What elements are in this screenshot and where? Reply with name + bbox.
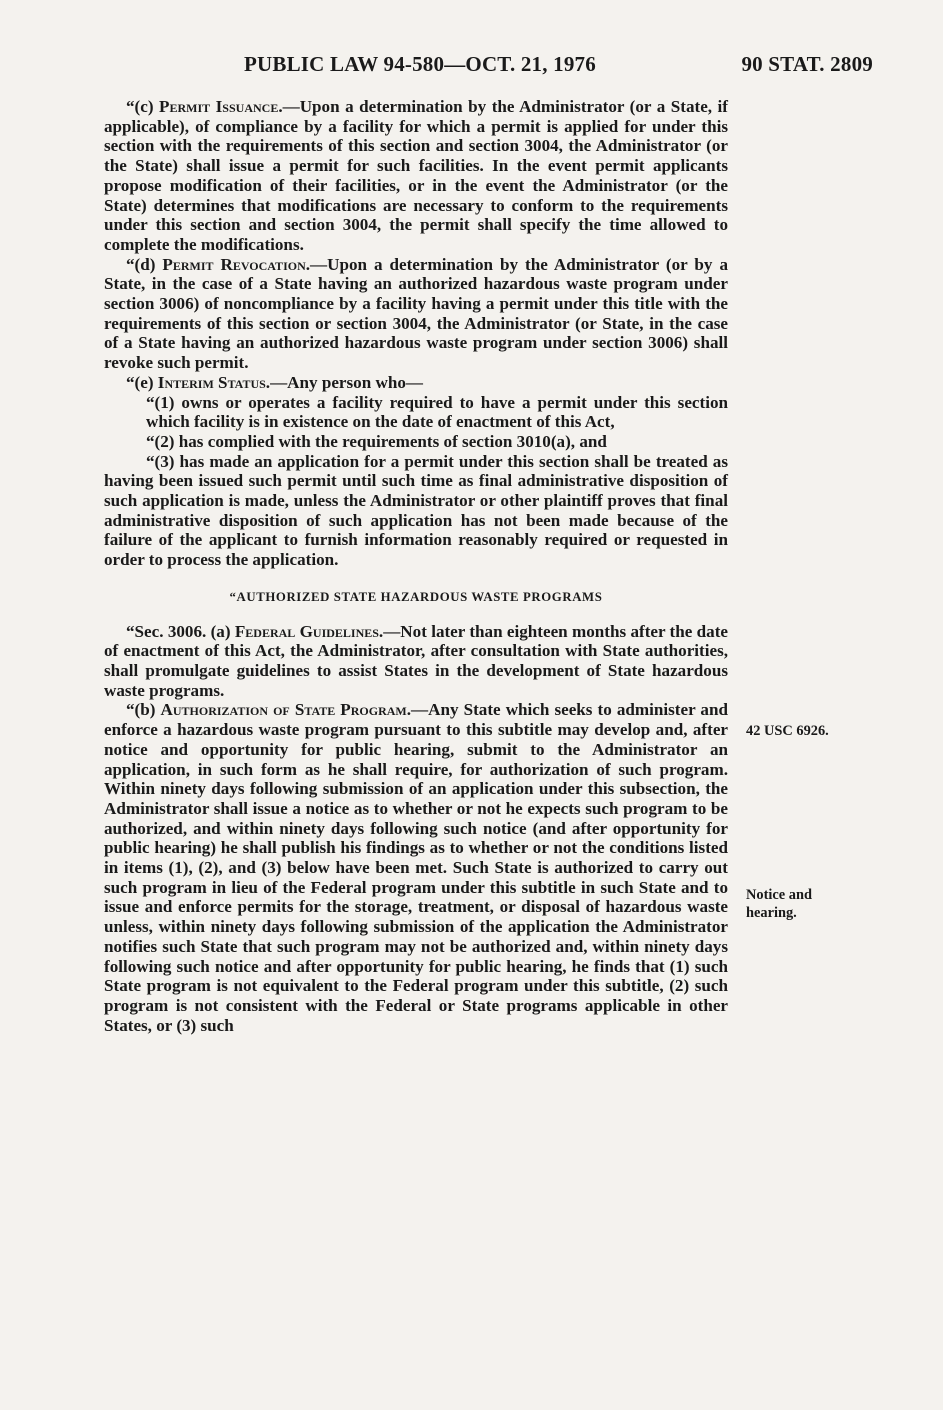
caption-permit-revocation: Permit Revocation. [162, 254, 311, 274]
section-3006-a: “Sec. 3006. (a) Federal Guidelines.—Not later than eighteen months after the date of enactment of this Act, the Administrator, after consultation with State authorities, shall promulgate guidelines to assist States in the development of State hazardous waste programs. [104, 621, 728, 700]
stat-page-number: 90 STAT. 2809 [741, 52, 873, 76]
caption-federal-guidelines: Federal Guidelines. [234, 621, 384, 641]
caption-permit-issuance: Permit Issuance. [159, 97, 283, 116]
caption-authorization-of-state-program: Authorization of State Program. [160, 700, 412, 720]
section-3006-b: “(b) Authorization of State Program.—Any State which seeks to administer and enforce a hazardous waste program pursuant to this subtitle may develop and, after notice and opportunity for public hearing, submit to the Administrator an application, in such form as he shall require, for authorization of such program. Within ninety days following submission of an application under this subsection, the Administrator shall issue a notice as to whether or not he expects such program to be authorized, and within ninety days following such notice (and after opportunity for public hearing) he shall publish his findings as to whether or not the conditions listed in items (1), (2), and (3) below have been met. Such State is authorized to carry out such program in lieu of the Federal program under this subtitle in such State and to issue and enforce permits for the storage, treatment, or disposal of hazardous waste unless, within ninety days following submission of the application the Administrator notifies such State that such program may not be authorized and, within ninety days following such notice and after opportunity for public hearing, he finds that (1) such State program is not equivalent to the Federal program under this subtitle, (2) such program is not consistent with the Federal or State programs applicable in other States, or (3) such [104, 700, 728, 1035]
paragraph-d: “(d) Permit Revocation.—Upon a determination by the Administrator (or by a State, in the case of a State having an authorized hazardous waste program under section 3006) of noncompliance by a facility having a permit under this title with the requirements of this section or section 3004, the Administrator (or State, in the case of a State having an authorized hazardous waste program under section 3006) shall revoke such permit. [104, 254, 728, 373]
margin-note-usc: 42 USC 6926. [746, 723, 829, 739]
paragraph-e-item-2: “(2) has complied with the requirements of section 3010(a), and [146, 431, 607, 451]
caption-interim-status: Interim Status. [157, 372, 271, 392]
statute-text [104, 97, 728, 1035]
paragraph-c: “(c) Permit Issuance.—Upon a determination by the Administrator (or a State, if applicable), of compliance by a facility for which a permit is applied for under this section with the requirements of this section and section 3004, the Administrator (or the State) shall issue a permit for such facilities. In the event permit applicants propose modification of their facilities, or in the event the Administrator (or the State) determines that modifications are necessary to conform to the requirements under this section and section 3004, the permit shall specify the time allowed to complete the modifications. [104, 97, 728, 254]
paragraph-e-item-1: “(1) owns or operates a facility required to have a permit under this section which facility is in existence on the date of enactment of this Act, [146, 392, 728, 432]
section-heading: “AUTHORIZED STATE HAZARDOUS WASTE PROGRAMS [229, 589, 603, 604]
paragraph-e: “(e) Interim Status.—Any person who— [126, 372, 423, 392]
margin-note-notice-hearing: Notice and hearing. [746, 887, 812, 921]
paragraph-e-item-3: “(3) has made an application for a permit under this section shall be treated as having been issued such permit until such time as final administrative disposition of such application is made, unless the Administrator or other plaintiff proves that final administrative disposition of such application has not been made because of the failure of the applicant to furnish information reasonably required or requested in order to process the application. [104, 451, 728, 570]
running-title: PUBLIC LAW 94-580—OCT. 21, 1976 [244, 52, 596, 76]
